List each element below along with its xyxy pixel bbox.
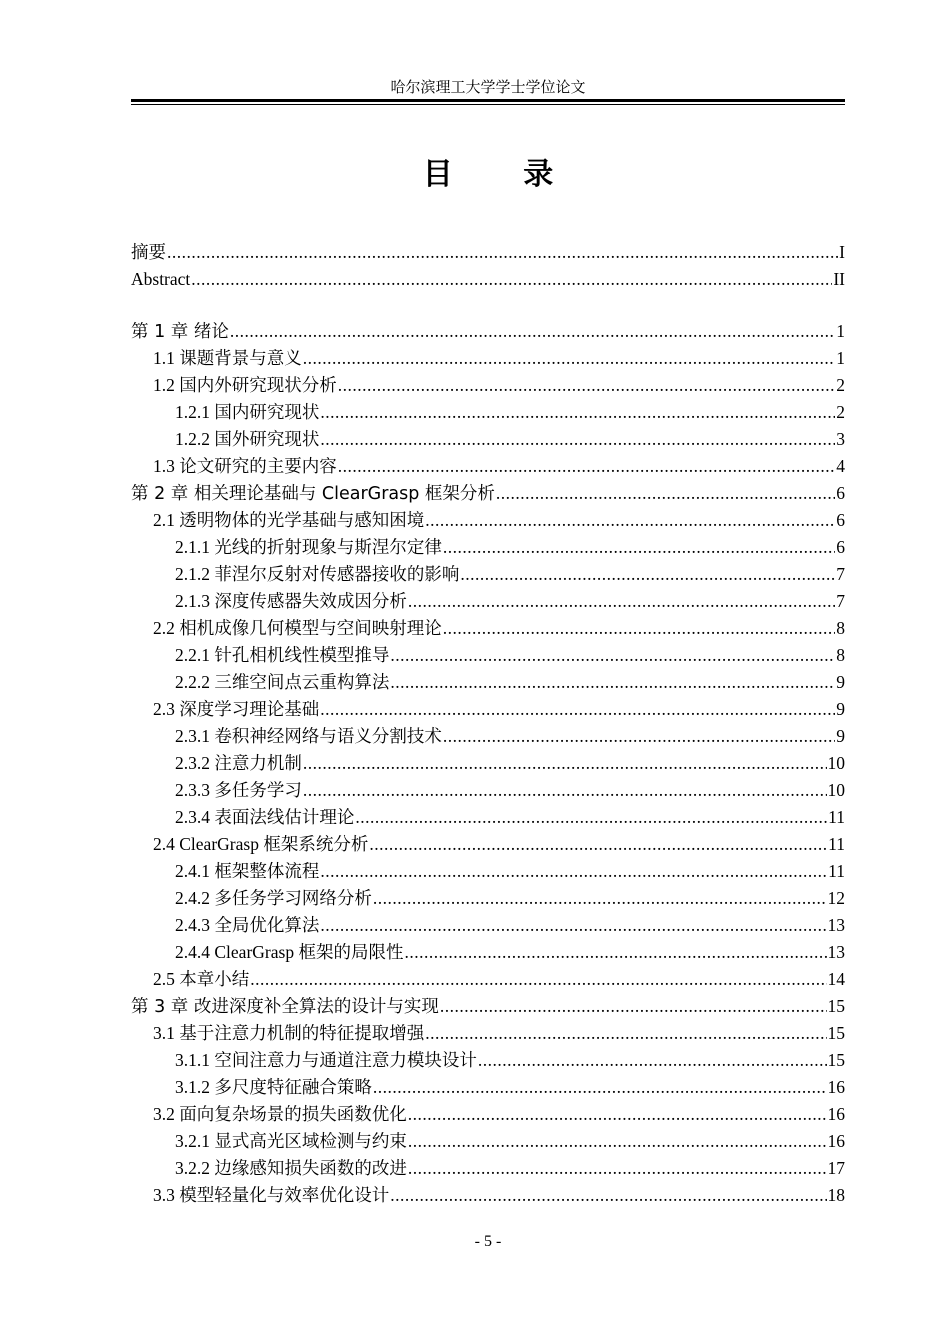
toc-dot-leader — [303, 777, 827, 804]
toc-section-entry[interactable] — [131, 345, 845, 372]
toc-dot-leader — [460, 561, 835, 588]
toc-entry-label: 3.1.1 空间注意力与通道注意力模块设计 — [175, 1050, 477, 1070]
toc-entry-page: 8 — [836, 618, 845, 638]
toc-entry-label: 2.3.3 多任务学习 — [175, 780, 302, 800]
toc-subsection-entry[interactable] — [131, 885, 845, 912]
toc-entry-label: 3.2.2 边缘感知损失函数的改进 — [175, 1158, 407, 1178]
toc-entry-label: 1.2 国内外研究现状分析 — [153, 375, 337, 395]
toc-dot-leader — [320, 399, 835, 426]
toc-entry-label: 3.1 基于注意力机制的特征提取增强 — [153, 1023, 425, 1043]
toc-dot-leader — [425, 1020, 826, 1047]
toc-subsection-entry[interactable] — [131, 912, 845, 939]
toc-entry-label: 3.3 模型轻量化与效率优化设计 — [153, 1185, 390, 1205]
toc-entry-page: 2 — [836, 375, 845, 395]
toc-dot-leader — [443, 615, 836, 642]
toc-entry-label: 第 3 章 改进深度补全算法的设计与实现 — [131, 997, 439, 1017]
toc-subsection-entry[interactable] — [131, 723, 845, 750]
toc-entry-page: 4 — [836, 456, 845, 476]
toc-dot-leader — [390, 1182, 826, 1209]
toc-entry-page: 9 — [836, 672, 845, 692]
toc-entry-page: 7 — [836, 591, 845, 611]
toc-dot-leader — [390, 669, 835, 696]
toc-entry-page: 10 — [827, 780, 845, 800]
toc-dot-leader — [440, 993, 827, 1020]
toc-dot-leader — [191, 266, 832, 293]
toc-subsection-entry[interactable] — [131, 1074, 845, 1101]
toc-entry-page: 7 — [836, 564, 845, 584]
toc-entry-label: 1.1 课题背景与意义 — [153, 348, 302, 368]
toc-entry-page: 13 — [827, 915, 845, 935]
toc-dot-leader — [443, 723, 835, 750]
toc-entry-page: 18 — [827, 1185, 845, 1205]
toc-entry-label: 第 2 章 相关理论基础与 ClearGrasp 框架分析 — [131, 484, 495, 504]
toc-entry-label: 1.2.2 国外研究现状 — [175, 429, 320, 449]
toc-entry-label: 1.2.1 国内研究现状 — [175, 402, 320, 422]
toc-dot-leader — [320, 912, 826, 939]
toc-entry-label: Abstract — [131, 269, 191, 289]
toc-subsection-entry[interactable] — [131, 534, 845, 561]
toc-entry-label: 2.4.3 全局优化算法 — [175, 915, 320, 935]
toc-entry-page: 1 — [836, 348, 845, 368]
toc-entry-label: 2.2 相机成像几何模型与空间映射理论 — [153, 618, 442, 638]
toc-dot-leader — [408, 1101, 827, 1128]
toc-dot-leader — [303, 345, 836, 372]
toc-subsection-entry[interactable] — [131, 399, 845, 426]
toc-entry-page: 3 — [836, 429, 845, 449]
toc-entry-page: 9 — [836, 699, 845, 719]
toc-entry-page: 6 — [836, 483, 845, 503]
toc-subsection-entry[interactable] — [131, 1128, 845, 1155]
toc-entry-page: 14 — [827, 969, 845, 989]
toc-dot-leader — [496, 480, 835, 507]
toc-chapter-entry[interactable] — [131, 480, 845, 507]
toc-section-entry[interactable] — [131, 831, 845, 858]
toc-subsection-entry[interactable] — [131, 588, 845, 615]
toc-subsection-entry[interactable] — [131, 858, 845, 885]
toc-entry-page: 16 — [827, 1104, 845, 1124]
toc-entry-label: 2.4 ClearGrasp 框架系统分析 — [153, 834, 369, 854]
toc-dot-leader — [320, 696, 835, 723]
page-number: - 5 - — [474, 1233, 502, 1250]
toc-subsection-entry[interactable] — [131, 669, 845, 696]
toc-dot-leader — [167, 239, 838, 266]
toc-dot-leader — [373, 1074, 827, 1101]
table-of-contents — [131, 0, 845, 1342]
toc-subsection-entry[interactable] — [131, 1155, 845, 1182]
toc-section-entry[interactable] — [131, 696, 845, 723]
toc-entry-label: 2.1 透明物体的光学基础与感知困境 — [153, 510, 425, 530]
toc-entry-page: 10 — [827, 753, 845, 773]
toc-entry-label: 2.2.1 针孔相机线性模型推导 — [175, 645, 390, 665]
toc-entry-page: 12 — [827, 888, 845, 908]
toc-entry-label: 2.1.3 深度传感器失效成因分析 — [175, 591, 407, 611]
toc-dot-leader — [390, 642, 835, 669]
toc-entry-label: 2.3.2 注意力机制 — [175, 753, 302, 773]
toc-front-entry[interactable] — [131, 239, 845, 266]
toc-dot-leader — [478, 1047, 827, 1074]
toc-dot-leader — [373, 885, 827, 912]
toc-entry-page: 9 — [836, 726, 845, 746]
toc-dot-leader — [404, 939, 826, 966]
toc-dot-leader — [408, 1128, 827, 1155]
toc-entry-page: I — [839, 242, 845, 262]
toc-entry-label: 第 1 章 绪论 — [131, 322, 229, 342]
toc-entry-label: 2.3 深度学习理论基础 — [153, 699, 320, 719]
toc-section-entry[interactable] — [131, 1020, 845, 1047]
toc-dot-leader — [338, 372, 836, 399]
toc-entry-page: 11 — [828, 861, 845, 881]
toc-entry-label: 3.2.1 显式高光区域检测与约束 — [175, 1131, 407, 1151]
running-header-title: 哈尔滨理工大学学士学位论文 — [390, 80, 586, 96]
toc-entry-page: 2 — [836, 402, 845, 422]
toc-section-entry[interactable] — [131, 1101, 845, 1128]
toc-dot-leader — [443, 534, 835, 561]
toc-entry-label: 2.4.4 ClearGrasp 框架的局限性 — [175, 942, 404, 962]
toc-subsection-entry[interactable] — [131, 804, 845, 831]
toc-entry-page: 1 — [836, 321, 845, 341]
toc-entry-page: 11 — [828, 807, 845, 827]
toc-entry-page: 16 — [827, 1077, 845, 1097]
toc-section-entry[interactable] — [131, 615, 845, 642]
toc-dot-leader — [230, 318, 835, 345]
toc-subsection-entry[interactable] — [131, 561, 845, 588]
toc-entry-page: 6 — [836, 537, 845, 557]
toc-dot-leader — [320, 426, 835, 453]
toc-dot-leader — [303, 750, 827, 777]
toc-front-entry[interactable] — [131, 266, 845, 293]
toc-dot-leader — [250, 966, 826, 993]
toc-entry-label: 3.1.2 多尺度特征融合策略 — [175, 1077, 372, 1097]
toc-entry-label: 2.1.2 菲涅尔反射对传感器接收的影响 — [175, 564, 460, 584]
toc-entry-label: 2.3.1 卷积神经网络与语义分割技术 — [175, 726, 442, 746]
toc-dot-leader — [338, 453, 836, 480]
toc-entry-label: 2.1.1 光线的折射现象与斯涅尔定律 — [175, 537, 442, 557]
toc-subsection-entry[interactable] — [131, 777, 845, 804]
toc-dot-leader — [320, 858, 827, 885]
toc-entry-page: 15 — [827, 1050, 845, 1070]
toc-entry-page: 6 — [836, 510, 845, 530]
toc-entry-page: 8 — [836, 645, 845, 665]
toc-subsection-entry[interactable] — [131, 1047, 845, 1074]
toc-subsection-entry[interactable] — [131, 642, 845, 669]
toc-entry-label: 2.4.2 多任务学习网络分析 — [175, 888, 372, 908]
toc-entry-page: 16 — [827, 1131, 845, 1151]
toc-section-entry[interactable] — [131, 966, 845, 993]
toc-entry-label: 2.2.2 三维空间点云重构算法 — [175, 672, 390, 692]
toc-chapter-entry[interactable] — [131, 318, 845, 345]
toc-entry-label: 2.5 本章小结 — [153, 969, 250, 989]
toc-section-entry[interactable] — [131, 507, 845, 534]
toc-section-entry[interactable] — [131, 372, 845, 399]
toc-entry-page: 15 — [827, 1023, 845, 1043]
toc-subsection-entry[interactable] — [131, 750, 845, 777]
toc-entry-page: 15 — [827, 996, 845, 1016]
toc-section-entry[interactable] — [131, 1182, 845, 1209]
toc-entry-page: 11 — [828, 834, 845, 854]
toc-entry-page: 13 — [827, 942, 845, 962]
toc-entry-label: 1.3 论文研究的主要内容 — [153, 456, 337, 476]
toc-entry-label: 2.4.1 框架整体流程 — [175, 861, 320, 881]
toc-subsection-entry[interactable] — [131, 939, 845, 966]
toc-dot-leader — [408, 588, 835, 615]
toc-dot-leader — [369, 831, 827, 858]
toc-entry-page: II — [833, 269, 845, 289]
toc-subsection-entry[interactable] — [131, 426, 845, 453]
toc-entry-page: 17 — [827, 1158, 845, 1178]
toc-entry-label: 3.2 面向复杂场景的损失函数优化 — [153, 1104, 407, 1124]
toc-dot-leader — [408, 1155, 827, 1182]
toc-dot-leader — [355, 804, 827, 831]
toc-entry-label: 2.3.4 表面法线估计理论 — [175, 807, 355, 827]
toc-chapter-entry[interactable] — [131, 993, 845, 1020]
toc-entry-label: 摘要 — [131, 242, 166, 262]
toc-section-entry[interactable] — [131, 453, 845, 480]
toc-dot-leader — [425, 507, 835, 534]
toc-heading: 目 录 — [422, 157, 584, 192]
